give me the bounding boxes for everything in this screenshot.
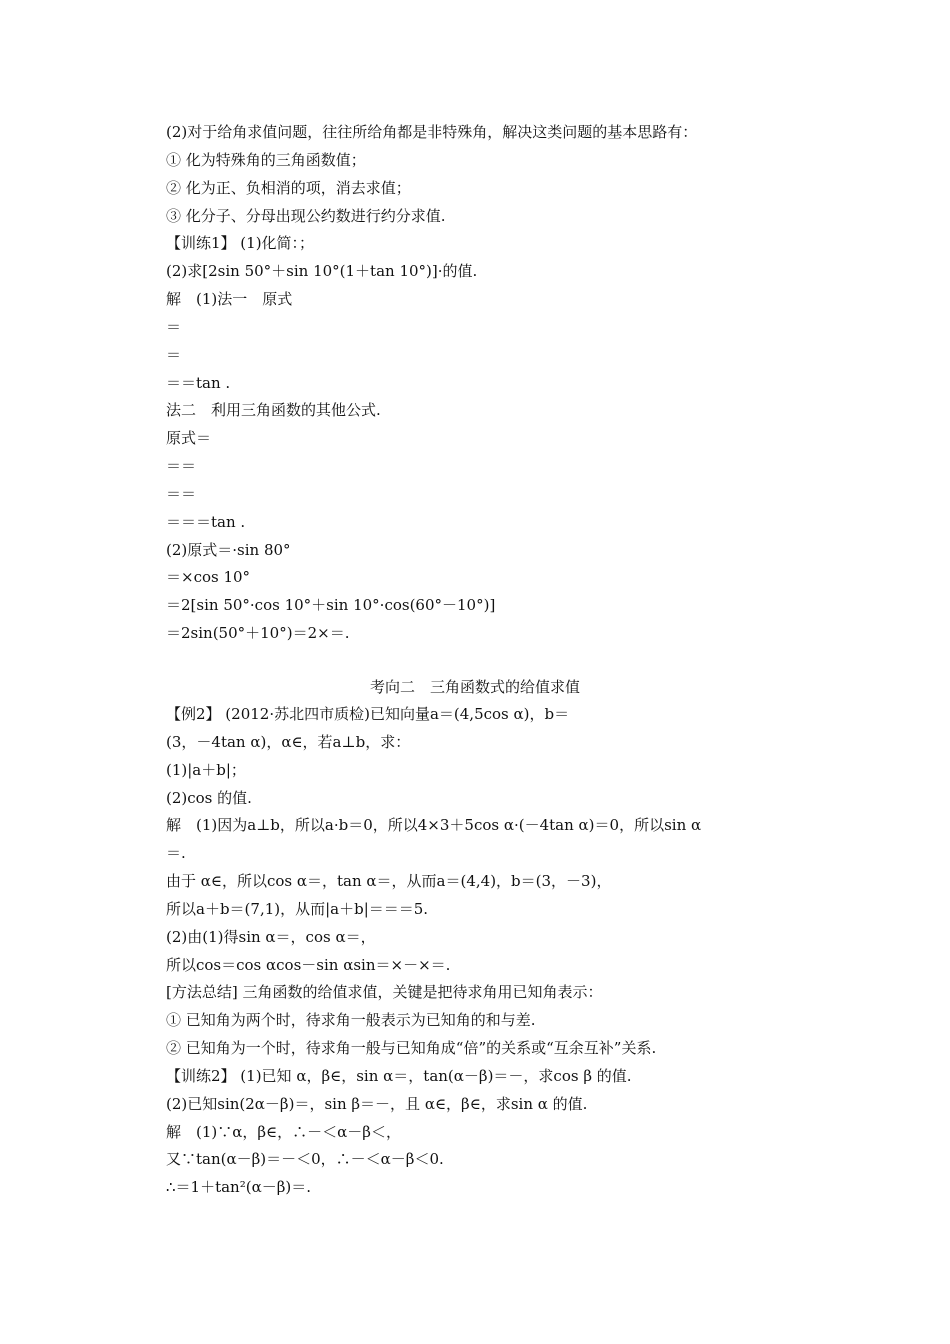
text-line: ＝＝	[166, 485, 197, 503]
text-line: 解 (1)因为a⊥b，所以a·b＝0，所以4×3＋5cos α·(－4tan α)＝0，所以sin α	[166, 816, 702, 834]
text-line: 所以a＋b＝(7,1)，从而|a＋b|＝＝＝5.	[166, 900, 429, 918]
text-line: ＝.	[166, 844, 186, 862]
text-line: (3，－4tan α)，α∈，若a⊥b，求：	[166, 733, 411, 751]
text-line: 又∵tan(α－β)＝－＜0，∴－＜α－β＜0.	[166, 1150, 444, 1168]
text-line: ① 已知角为两个时，待求角一般表示为已知角的和与差.	[166, 1011, 536, 1029]
text-line: 解 (1)∵α，β∈，∴－＜α－β＜，	[166, 1123, 401, 1141]
section-heading: 考向二 三角函数式的给值求值	[369, 678, 580, 696]
text-line: (2)cos 的值.	[166, 789, 252, 807]
text-line: (2)求[2sin 50°＋sin 10°(1＋tan 10°)]·的值.	[166, 262, 478, 280]
text-line: ③ 化分子、分母出现公约数进行约分求值.	[166, 207, 446, 225]
text-line: 由于 α∈，所以cos α＝，tan α＝，从而a＝(4,4)，b＝(3，－3)，	[166, 872, 612, 890]
text-line: 所以cos＝cos αcos－sin αsin＝×－×＝.	[166, 956, 451, 974]
text-line: 解 (1)法一 原式	[166, 290, 293, 308]
text-line: (2)对于给角求值问题，往往所给角都是非特殊角，解决这类问题的基本思路有：	[166, 123, 698, 141]
text-line: ＝2sin(50°＋10°)＝2×＝.	[166, 624, 350, 642]
text-line: (2)原式＝·sin 80°	[166, 541, 291, 559]
text-line: 【训练2】 (1)已知 α，β∈，sin α＝，tan(α－β)＝－，求cos β 的值.	[166, 1067, 632, 1085]
text-line: ＝	[166, 346, 182, 364]
text-line: ＝×cos 10°	[166, 568, 251, 586]
text-line: ② 已知角为一个时，待求角一般与已知角成“倍”的关系或“互余互补”关系.	[166, 1039, 657, 1057]
text-line: [方法总结] 三角函数的给值求值，关键是把待求角用已知角表示：	[166, 983, 603, 1001]
text-line: ＝＝＝tan .	[166, 513, 246, 531]
text-line: ∴＝1＋tan²(α－β)＝.	[166, 1178, 312, 1196]
text-line: ① 化为特殊角的三角函数值；	[166, 151, 366, 169]
text-line: 原式＝	[166, 429, 212, 447]
text-line: (1)|a＋b|；	[166, 761, 246, 779]
text-line: ＝	[166, 318, 182, 336]
text-line: 法二 利用三角函数的其他公式.	[166, 401, 381, 419]
text-line: (2)由(1)得sin α＝，cos α＝，	[166, 928, 376, 946]
text-line: ＝＝tan .	[166, 374, 231, 392]
text-line: ＝＝	[166, 457, 197, 475]
text-line: ＝2[sin 50°·cos 10°＋sin 10°·cos(60°－10°)]	[166, 596, 496, 614]
text-line: ② 化为正、负相消的项，消去求值；	[166, 179, 411, 197]
text-line: 【例2】 (2012·苏北四市质检)已知向量a＝(4,5cos α)，b＝	[166, 705, 570, 723]
text-line: 【训练1】 (1)化简：；	[166, 234, 315, 252]
text-line: (2)已知sin(2α－β)＝，sin β＝－，且 α∈，β∈，求sin α 的值.	[166, 1095, 588, 1113]
